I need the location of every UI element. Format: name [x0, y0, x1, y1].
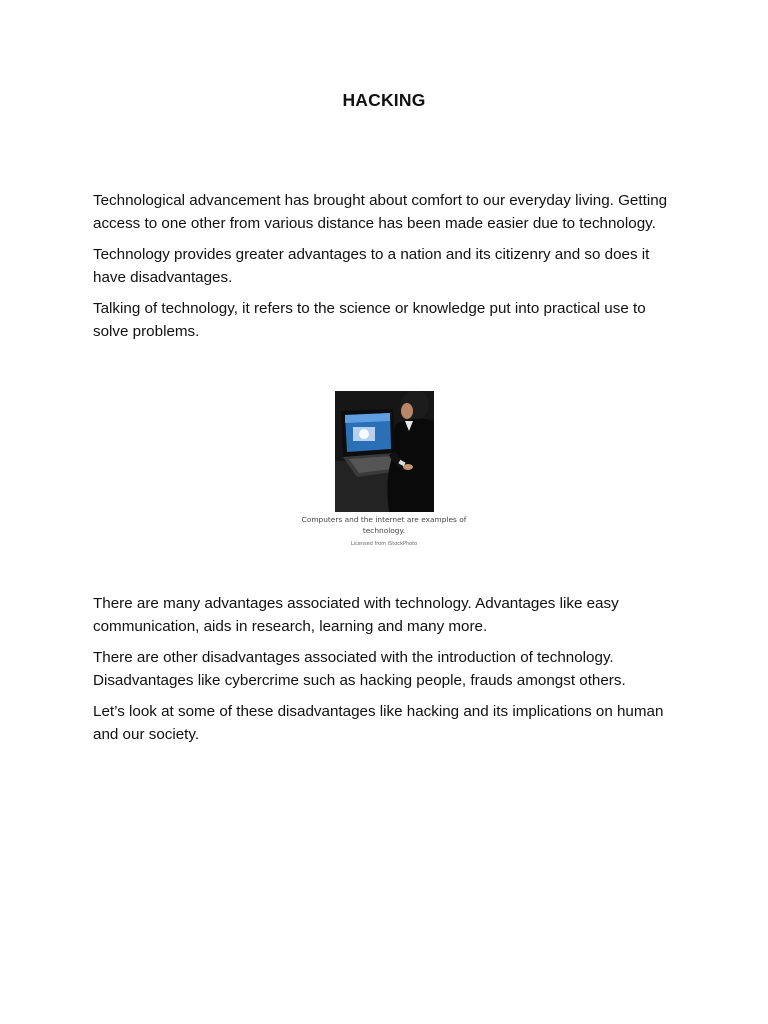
intro-section — [93, 190, 678, 352]
paragraph: Let’s look at some of these disadvantages like hacking and its implications on human and our society. — [93, 703, 664, 743]
page-title: HACKING — [342, 90, 426, 110]
paragraph: There are other disadvantages associated with the introduction of technology. Disadvantages like cybercrime such as hacking people, frauds amongst others. — [93, 649, 626, 689]
figure — [300, 388, 468, 553]
paragraph: Technological advancement has brought about comfort to our everyday living. Getting access to one other from various distance has been made easier due to technology. — [93, 192, 668, 232]
paragraph: Talking of technology, it refers to the science or knowledge put into practical use to solve problems. — [93, 300, 646, 340]
paragraph: Technology provides greater advantages to a nation and its citizenry and so does it have disadvantages. — [93, 246, 650, 286]
figure-license: Licensed from iStockPhoto — [350, 541, 418, 547]
figure-caption: Computers and the internet are examples of technology. — [301, 515, 467, 535]
laptop-user-photo — [335, 391, 434, 512]
paragraph: There are many advantages associated with technology. Advantages like easy communication, aids in research, learning and many more. — [93, 595, 619, 635]
body-section — [93, 593, 678, 755]
